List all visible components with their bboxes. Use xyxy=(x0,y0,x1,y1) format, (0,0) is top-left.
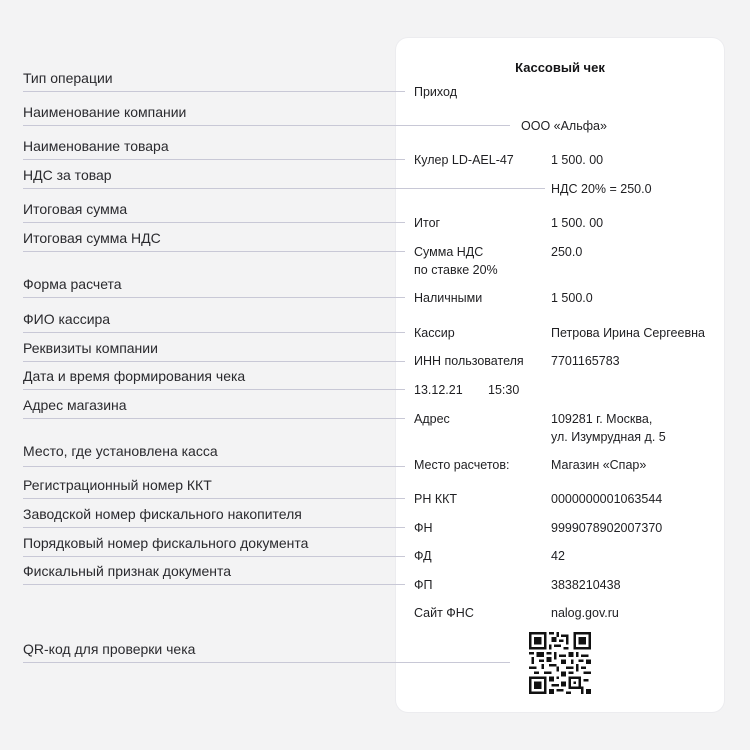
annotation-kkt-reg-number: Регистрационный номер ККТ xyxy=(23,477,212,493)
annotation-qr-code: QR-код для проверки чека xyxy=(23,641,196,657)
annotation-fp-sign: Фискальный признак документа xyxy=(23,563,232,579)
fns-site-value: nalog.gov.ru xyxy=(551,606,619,620)
annotation-total-vat: Итоговая сумма НДС xyxy=(23,230,161,246)
payment-amount-value: 1 500.0 xyxy=(551,291,593,305)
annotation-datetime: Дата и время формирования чека xyxy=(23,368,246,384)
total-label: Итог xyxy=(414,216,441,230)
annotation-company-name: Наименование компании xyxy=(23,104,187,120)
connector-line xyxy=(23,361,405,362)
connector-line xyxy=(23,188,545,189)
total-value: 1 500. 00 xyxy=(551,216,604,230)
connector-line xyxy=(23,297,405,298)
annotation-total: Итоговая сумма xyxy=(23,201,128,217)
connector-line xyxy=(23,662,510,663)
cashier-label: Кассир xyxy=(414,326,455,340)
company-name-value: ООО «Альфа» xyxy=(521,119,607,133)
connector-line xyxy=(23,584,405,585)
address-line1: 109281 г. Москва, xyxy=(551,412,653,426)
connector-line xyxy=(23,466,405,467)
item-name-value: Кулер LD-AEL-47 xyxy=(414,153,514,167)
payment-method-label: Наличными xyxy=(414,291,483,305)
annotation-item-vat: НДС за товар xyxy=(23,167,112,183)
annotation-item-name: Наименование товара xyxy=(23,138,169,154)
place-label: Место расчетов: xyxy=(414,458,510,472)
fn-label: ФН xyxy=(414,521,433,535)
time-value: 15:30 xyxy=(488,383,520,397)
fp-label: ФП xyxy=(414,578,433,592)
place-value: Магазин «Спар» xyxy=(551,458,647,472)
inn-value: 7701165783 xyxy=(551,354,620,368)
date-value: 13.12.21 xyxy=(414,383,463,397)
vat-total-label-rate: по ставке 20% xyxy=(414,263,498,277)
qr-code-icon xyxy=(529,632,591,694)
connector-line xyxy=(23,527,405,528)
connector-line xyxy=(23,222,405,223)
annotation-store-address: Адрес магазина xyxy=(23,397,127,413)
connector-line xyxy=(23,125,510,126)
item-vat-value: НДС 20% = 250.0 xyxy=(551,182,652,196)
connector-line xyxy=(23,556,405,557)
annotation-cashier-name: ФИО кассира xyxy=(23,311,111,327)
operation-type-value: Приход xyxy=(414,85,457,99)
address-line2: ул. Изумрудная д. 5 xyxy=(551,430,666,444)
fns-site-label: Сайт ФНС xyxy=(414,606,474,620)
connector-line xyxy=(23,332,405,333)
address-label: Адрес xyxy=(414,412,450,426)
connector-line xyxy=(23,498,405,499)
fd-label: ФД xyxy=(414,549,432,563)
fd-value: 42 xyxy=(551,549,565,563)
annotation-fn-serial: Заводской номер фискального накопителя xyxy=(23,506,302,522)
connector-line xyxy=(23,251,405,252)
receipt-title: Кассовый чек xyxy=(515,60,605,75)
cashier-value: Петрова Ирина Сергеевна xyxy=(551,326,705,340)
connector-line xyxy=(23,91,405,92)
annotation-operation-type: Тип операции xyxy=(23,70,113,86)
item-price-value: 1 500. 00 xyxy=(551,153,604,167)
connector-line xyxy=(23,159,405,160)
vat-total-value: 250.0 xyxy=(551,245,583,259)
annotation-payment-form: Форма расчета xyxy=(23,276,122,292)
annotation-fd-number: Порядковый номер фискального документа xyxy=(23,535,309,551)
connector-line xyxy=(23,418,405,419)
annotation-register-location: Место, где установлена касса xyxy=(23,443,218,459)
connector-line xyxy=(23,389,405,390)
vat-total-label: Сумма НДС xyxy=(414,245,484,259)
rn-kkt-value: 0000000001063544 xyxy=(551,492,663,506)
inn-label: ИНН пользователя xyxy=(414,354,524,368)
rn-kkt-label: РН ККТ xyxy=(414,492,458,506)
fp-value: 3838210438 xyxy=(551,578,621,592)
fn-value: 9999078902007370 xyxy=(551,521,663,535)
annotation-company-details: Реквизиты компании xyxy=(23,340,158,356)
